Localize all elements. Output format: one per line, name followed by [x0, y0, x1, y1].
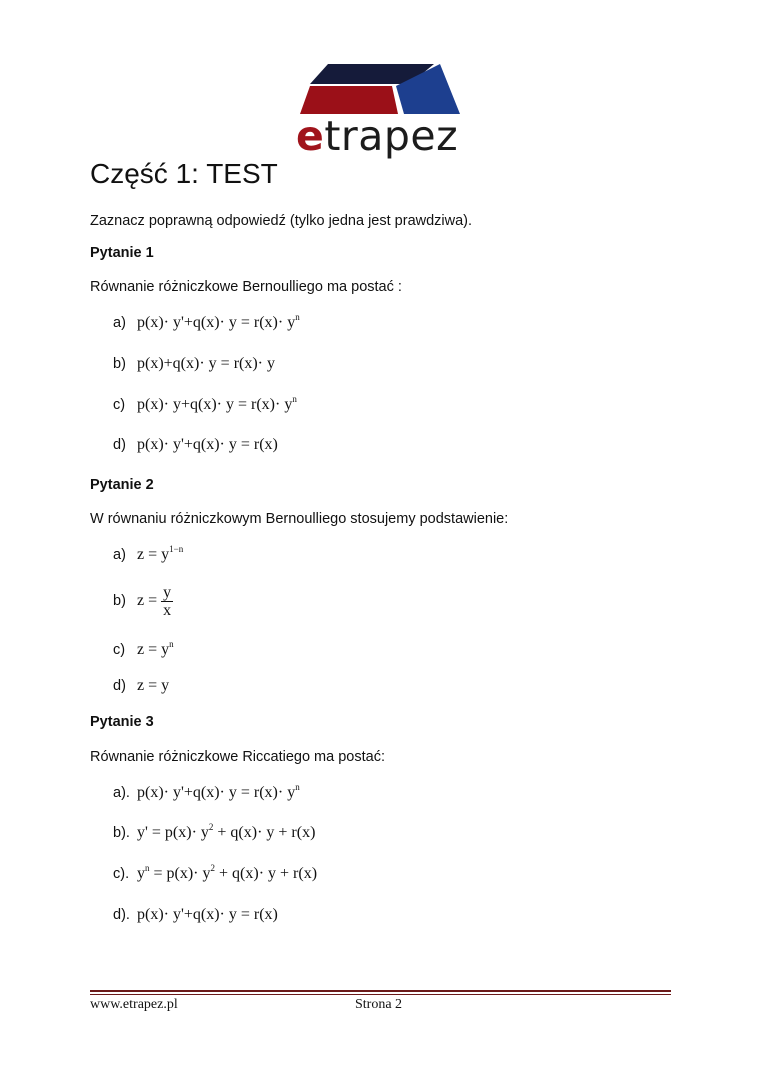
option-formula: $y' = p(x)\cdot y^2 + q(x)\cdot y + r(x)$: [137, 822, 316, 841]
option-label: c): [113, 397, 126, 413]
footer-divider-thin: [90, 994, 671, 995]
question-3-option-a: [113, 783, 300, 803]
question-2-option-c: [113, 640, 174, 660]
option-formula: $y^n = p(x)\cdot y^2 + q(x)\cdot y + r(x)$: [137, 863, 318, 882]
logo-wordmark: [296, 114, 458, 158]
footer-website: www.etrapez.pl: [90, 997, 178, 1012]
option-formula: $p(x)\cdot y'+q(x)\cdot y = r(x)\cdot y^n$: [137, 782, 300, 801]
option-formula: $p(x)\cdot y+q(x)\cdot y = r(x)\cdot y^n$: [137, 394, 297, 413]
option-label: d): [113, 437, 126, 453]
question-2-option-b: [113, 584, 173, 618]
instruction: Zaznacz poprawną odpowiedź (tylko jedna jest prawdziwa).: [90, 213, 473, 229]
fraction: $\frac{y}{x}$: [163, 583, 172, 619]
option-formula: z = y: [137, 677, 170, 694]
footer-page-number: Strona 2: [355, 997, 403, 1012]
logo-wordmark-rest: trapez: [324, 112, 459, 160]
question-1-heading: Pytanie 1: [90, 245, 154, 261]
option-label: d): [113, 678, 126, 694]
option-label: b): [113, 356, 126, 372]
option-label: a): [113, 315, 126, 331]
option-label: c): [113, 642, 126, 658]
question-3-heading: Pytanie 3: [90, 714, 154, 730]
question-2-option-a: [113, 545, 183, 565]
question-3-option-b: [113, 823, 315, 843]
option-label: b): [113, 593, 126, 609]
footer-divider: [90, 990, 671, 992]
option-label: a).: [113, 785, 130, 801]
question-3-option-c: [113, 864, 317, 884]
option-label: a): [113, 547, 126, 563]
logo-wordmark-e: e: [296, 112, 325, 160]
question-2-heading: Pytanie 2: [90, 477, 154, 493]
option-formula: z = $\frac{y}{x}$: [137, 583, 172, 619]
option-formula: p(x)· y'+q(x)· y = r(x): [137, 436, 278, 453]
question-2-option-d: [113, 676, 169, 696]
option-formula: $p(x)\cdot y'+q(x)\cdot y = r(x)\cdot y^n$: [137, 312, 300, 331]
option-formula: p(x)· y'+q(x)· y = r(x): [137, 906, 278, 923]
question-1-option-b: [113, 354, 275, 374]
question-1-text: Równanie różniczkowe Bernoulliego ma postać :: [90, 279, 402, 295]
option-label: c).: [113, 866, 130, 882]
trapezoid-logo-icon: [292, 62, 474, 118]
question-3-text: Równanie różniczkowe Riccatiego ma postać:: [90, 749, 385, 765]
option-formula: p(x)+q(x)· y = r(x)· y: [137, 355, 275, 372]
question-1-option-d: [113, 435, 278, 455]
option-label: b).: [113, 825, 130, 841]
option-label: d).: [113, 907, 130, 923]
question-3-option-d: [113, 905, 278, 925]
etrapez-logo: [292, 62, 474, 158]
option-formula: $z = y^n$: [137, 639, 174, 658]
question-2-text: W równaniu różniczkowym Bernoulliego stosujemy podstawienie:: [90, 511, 509, 527]
question-1-option-c: [113, 395, 297, 415]
question-1-option-a: [113, 313, 300, 333]
page-title: Część 1: TEST: [90, 158, 278, 189]
option-formula: $z = y^{1-n}$: [137, 544, 184, 563]
